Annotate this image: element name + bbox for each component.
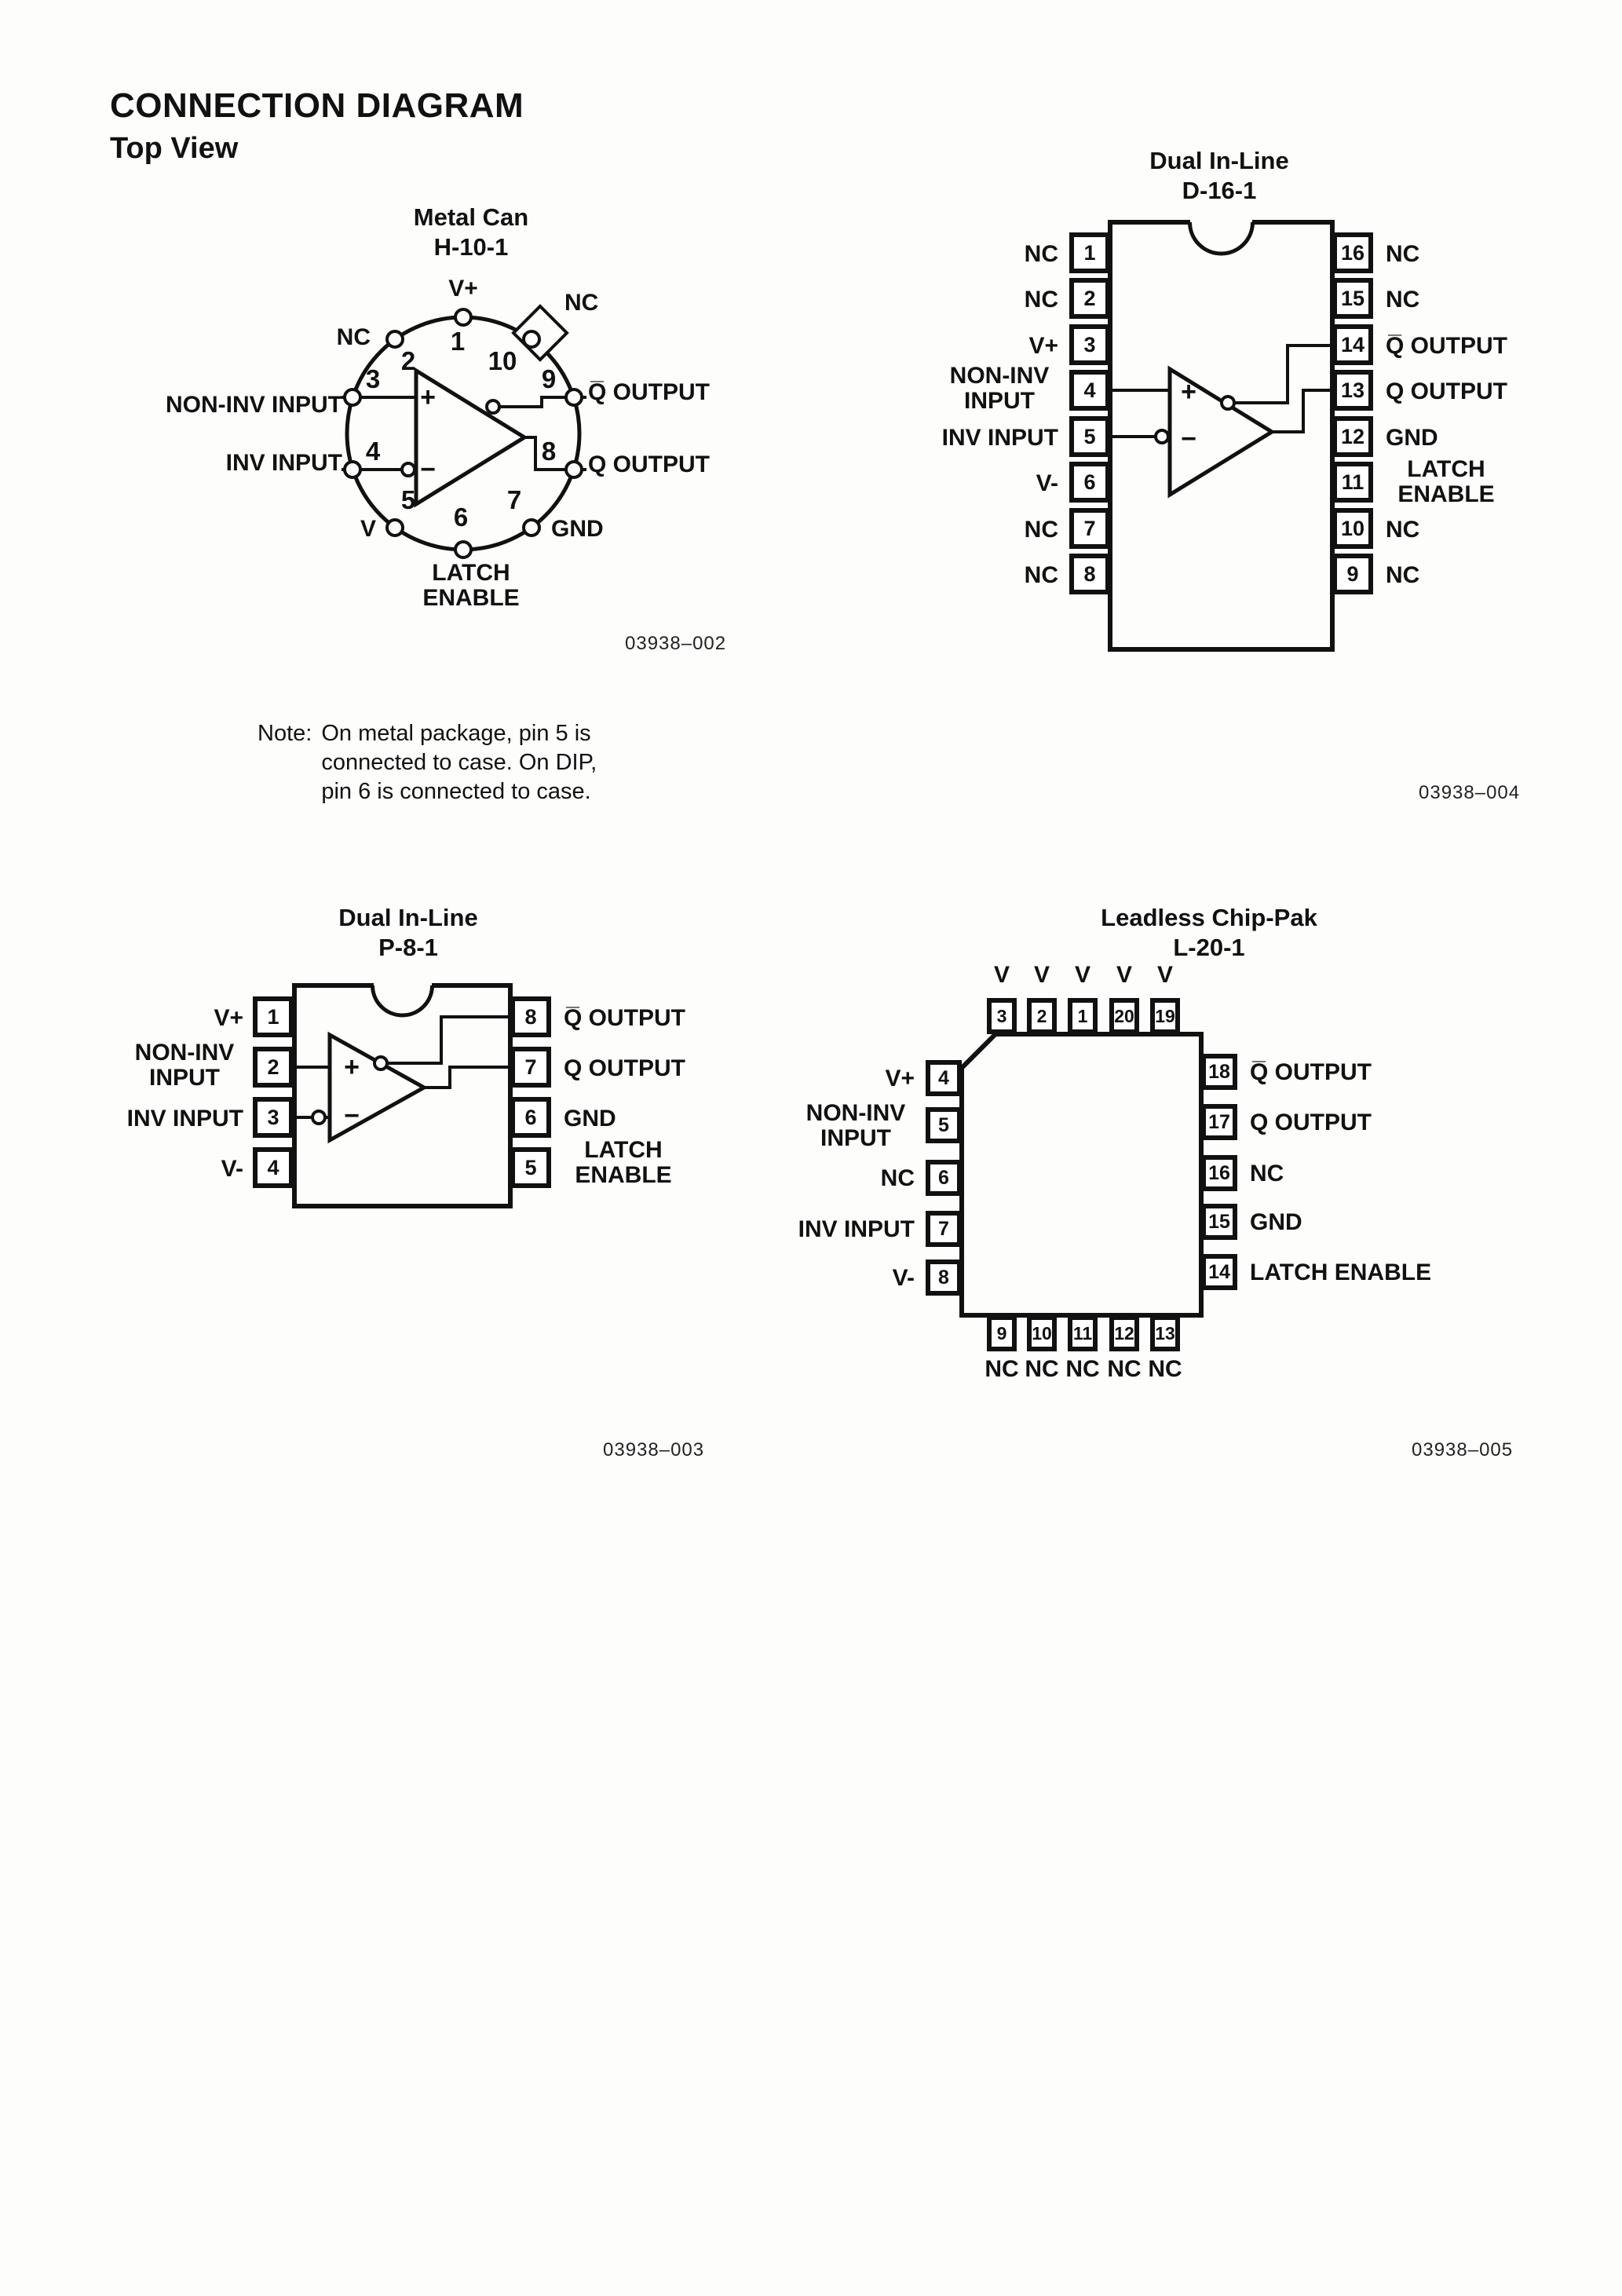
package-note bbox=[258, 719, 619, 806]
l20-pin-10-label: NC bbox=[1025, 1356, 1059, 1382]
metal-can-title: Metal Can bbox=[413, 203, 529, 231]
l20-pin-1-top-label: V bbox=[1074, 962, 1090, 988]
l20-pin-17-label: Q OUTPUT bbox=[1250, 1110, 1372, 1135]
l20-pin-20-top-label: V bbox=[1116, 962, 1132, 988]
pin-dot bbox=[455, 542, 471, 558]
package-outline bbox=[294, 985, 510, 1206]
package-notch bbox=[1190, 222, 1253, 254]
comparator-minus: − bbox=[420, 455, 436, 484]
can-pin-2-number: 2 bbox=[400, 346, 416, 375]
l20-pin-14-box: 14 bbox=[1201, 1254, 1237, 1290]
d16-pin-7-box: 7 bbox=[1069, 508, 1110, 549]
l20-pin-2-box: 2 bbox=[1027, 998, 1057, 1034]
d16-package-code: D-16-1 bbox=[1182, 177, 1257, 204]
l20-pin-18-box: 18 bbox=[1201, 1054, 1237, 1090]
l20-pin-20-box: 20 bbox=[1109, 998, 1139, 1034]
p8-pin-3-box: 3 bbox=[253, 1097, 294, 1138]
p8-pin-8-label: Q̅ OUTPUT bbox=[564, 1005, 685, 1031]
comparator-plus: + bbox=[420, 382, 436, 412]
d16-pin-7-label: NC bbox=[1024, 517, 1058, 543]
can-pin-3-number: 3 bbox=[365, 364, 381, 393]
pin-dot bbox=[524, 331, 539, 347]
page-title: CONNECTION DIAGRAM bbox=[110, 86, 524, 125]
pin-dot bbox=[387, 331, 403, 347]
l20-title: Leadless Chip-Pak bbox=[1101, 904, 1317, 931]
p8-pin-4-label: V- bbox=[221, 1156, 243, 1182]
d16-pin-11-label: LATCH ENABLE bbox=[1397, 456, 1495, 508]
l20-pin-7-box: 7 bbox=[926, 1211, 962, 1247]
l20-pin-4-box: 4 bbox=[926, 1060, 962, 1096]
l20-pin-15-label: GND bbox=[1250, 1209, 1302, 1235]
d16-pin-16-box: 16 bbox=[1332, 232, 1373, 273]
l20-pin-9-label: NC bbox=[985, 1356, 1019, 1382]
p8-pin-1-label: V+ bbox=[214, 1005, 243, 1031]
q-output-line bbox=[1272, 390, 1332, 432]
can-pin-10-label: NC bbox=[564, 290, 599, 316]
d16-pin-5-box: 5 bbox=[1069, 416, 1110, 457]
d16-pin-13-box: 13 bbox=[1332, 370, 1373, 411]
d16-pin-14-label: Q̅ OUTPUT bbox=[1386, 333, 1507, 359]
d16-pin-13-label: Q OUTPUT bbox=[1386, 378, 1507, 404]
inv-input-bubble bbox=[312, 1111, 325, 1124]
figure-number: 03938–004 bbox=[1419, 782, 1521, 803]
l20-pin-3-box: 3 bbox=[987, 998, 1017, 1034]
can-pin-1-label: V+ bbox=[448, 276, 478, 302]
output-bubble bbox=[1222, 397, 1234, 409]
p8-pin-8-box: 8 bbox=[510, 996, 551, 1037]
d16-pin-12-box: 12 bbox=[1332, 416, 1373, 457]
can-pin-7-label: GND bbox=[551, 516, 604, 542]
d16-pin-2-label: NC bbox=[1024, 287, 1058, 313]
note-prefix: Note: bbox=[258, 721, 312, 746]
d16-pin-6-box: 6 bbox=[1069, 462, 1110, 503]
l20-pin-2-top-label: V bbox=[1033, 962, 1050, 988]
comparator-minus: − bbox=[344, 1101, 360, 1131]
can-pin-8-label: Q OUTPUT bbox=[588, 452, 710, 477]
page-subtitle: Top View bbox=[110, 132, 239, 165]
can-pin-2-label: NC bbox=[336, 324, 371, 350]
l20-pin-4-label: V+ bbox=[885, 1066, 915, 1091]
l20-pin-16-box: 16 bbox=[1201, 1155, 1237, 1191]
can-pin-4-label: INV INPUT bbox=[225, 450, 342, 476]
l20-pin-1-box: 1 bbox=[1068, 998, 1098, 1034]
p8-pin-1-box: 1 bbox=[253, 996, 294, 1037]
d16-pin-10-label: NC bbox=[1386, 517, 1420, 543]
package-outline bbox=[962, 1034, 1201, 1315]
d16-pin-8-box: 8 bbox=[1069, 554, 1110, 594]
d16-pin-8-label: NC bbox=[1024, 562, 1058, 588]
can-pin-9-label: Q̅ OUTPUT bbox=[588, 379, 710, 405]
l20-pin-5-box: 5 bbox=[926, 1107, 962, 1143]
figure-number: 03938–003 bbox=[603, 1439, 705, 1461]
l20-pin-8-box: 8 bbox=[926, 1260, 962, 1296]
can-pin-4-number: 4 bbox=[365, 437, 381, 466]
note-text: On metal package, pin 5 is connected to case. On DIP, pin 6 is connected to case. bbox=[321, 721, 597, 805]
can-pin-10-number: 10 bbox=[488, 346, 517, 375]
comparator-plus: + bbox=[1181, 377, 1196, 407]
d16-pin-11-box: 11 bbox=[1332, 462, 1373, 503]
output-bubble bbox=[487, 400, 499, 413]
d16-pin-2-box: 2 bbox=[1069, 278, 1110, 319]
d16-pin-1-label: NC bbox=[1024, 241, 1058, 267]
p8-pin-6-box: 6 bbox=[510, 1097, 551, 1138]
d16-title: Dual In-Line bbox=[1149, 147, 1289, 174]
d16-pin-4-box: 4 bbox=[1069, 370, 1110, 411]
l20-pin-12-label: NC bbox=[1107, 1356, 1142, 1382]
l20-pin-8-label: V- bbox=[892, 1265, 915, 1291]
l20-pin-12-box: 12 bbox=[1109, 1315, 1139, 1351]
pin-dot bbox=[566, 389, 582, 405]
d16-pin-12-label: GND bbox=[1386, 425, 1438, 451]
can-pin-6-number: 6 bbox=[453, 503, 469, 532]
l20-pin-10-box: 10 bbox=[1027, 1315, 1057, 1351]
l20-pin-11-box: 11 bbox=[1068, 1315, 1098, 1351]
d16-pin-5-label: INV INPUT bbox=[941, 425, 1058, 451]
l20-pin-16-label: NC bbox=[1250, 1161, 1284, 1186]
package-notch bbox=[373, 985, 433, 1015]
can-pin-5-label: V bbox=[360, 516, 376, 542]
p8-pin-7-label: Q OUTPUT bbox=[564, 1055, 685, 1081]
can-pin-5-number: 5 bbox=[400, 485, 416, 514]
p8-package-code: P-8-1 bbox=[378, 934, 438, 961]
d16-pin-4-label: NON-INV INPUT bbox=[949, 363, 1050, 415]
d16-pin-9-label: NC bbox=[1386, 562, 1420, 588]
q-output-line bbox=[424, 1067, 510, 1088]
l20-pin-7-label: INV INPUT bbox=[798, 1216, 915, 1242]
l20-pin-6-box: 6 bbox=[926, 1160, 962, 1196]
p8-pin-2-label: NON-INV INPUT bbox=[134, 1040, 235, 1091]
can-pin-7-number: 7 bbox=[506, 485, 522, 514]
figure-number: 03938–002 bbox=[625, 633, 727, 654]
d16-pin-3-box: 3 bbox=[1069, 324, 1110, 365]
inv-input-bubble bbox=[1156, 430, 1168, 443]
p8-pin-5-label: LATCH ENABLE bbox=[575, 1137, 672, 1189]
l20-pin-5-label: NON-INV INPUT bbox=[806, 1100, 906, 1152]
d16-pin-6-label: V- bbox=[1036, 470, 1058, 496]
can-pin-3-label: NON-INV INPUT bbox=[166, 392, 342, 418]
figure-number: 03938–005 bbox=[1412, 1439, 1514, 1461]
can-pin-9-number: 9 bbox=[541, 364, 557, 393]
l20-pin-13-box: 13 bbox=[1150, 1315, 1180, 1351]
qbar-output-line bbox=[381, 1017, 510, 1063]
can-pin-6-label: LATCH ENABLE bbox=[422, 560, 520, 612]
d16-pin-15-box: 15 bbox=[1332, 278, 1373, 319]
metal-can-package-code: H-10-1 bbox=[433, 233, 509, 261]
l20-pin-19-top-label: V bbox=[1156, 962, 1173, 988]
comparator-plus: + bbox=[344, 1052, 360, 1082]
l20-pin-6-label: NC bbox=[880, 1165, 915, 1191]
comparator-minus: − bbox=[1181, 424, 1196, 454]
pin-dot bbox=[524, 520, 539, 536]
l20-pin-17-box: 17 bbox=[1201, 1104, 1237, 1140]
pin-dot bbox=[387, 520, 403, 536]
d16-pin-15-label: NC bbox=[1386, 287, 1420, 313]
d16-pin-10-box: 10 bbox=[1332, 508, 1373, 549]
d16-pin-1-box: 1 bbox=[1069, 232, 1110, 273]
l20-pin-3-top-label: V bbox=[993, 962, 1010, 988]
p8-pin-2-box: 2 bbox=[253, 1047, 294, 1088]
qbar-output-line bbox=[1228, 345, 1332, 403]
d16-pin-3-label: V+ bbox=[1028, 333, 1058, 359]
l20-pin-15-box: 15 bbox=[1201, 1204, 1237, 1240]
can-pin-1-number: 1 bbox=[450, 327, 466, 356]
can-pin-8-number: 8 bbox=[541, 437, 557, 466]
d16-pin-16-label: NC bbox=[1386, 241, 1420, 267]
p8-pin-4-box: 4 bbox=[253, 1147, 294, 1188]
l20-pin-18-label: Q̅ OUTPUT bbox=[1250, 1059, 1372, 1085]
pin-dot bbox=[566, 462, 582, 477]
p8-pin-7-box: 7 bbox=[510, 1047, 551, 1088]
p8-pin-3-label: INV INPUT bbox=[126, 1106, 243, 1132]
p8-pin-5-box: 5 bbox=[510, 1147, 551, 1188]
d16-pin-14-box: 14 bbox=[1332, 324, 1373, 365]
l20-pin-9-box: 9 bbox=[987, 1315, 1017, 1351]
p8-pin-6-label: GND bbox=[564, 1106, 616, 1132]
pin-dot bbox=[455, 309, 471, 325]
output-bubble bbox=[374, 1057, 387, 1069]
l20-pin-19-box: 19 bbox=[1150, 998, 1180, 1034]
l20-pin-13-label: NC bbox=[1148, 1356, 1182, 1382]
l20-pin-11-label: NC bbox=[1065, 1356, 1100, 1382]
p8-title: Dual In-Line bbox=[338, 904, 478, 931]
d16-pin-9-box: 9 bbox=[1332, 554, 1373, 594]
l20-pin-14-label: LATCH ENABLE bbox=[1250, 1260, 1432, 1285]
l20-package-code: L-20-1 bbox=[1173, 934, 1245, 961]
